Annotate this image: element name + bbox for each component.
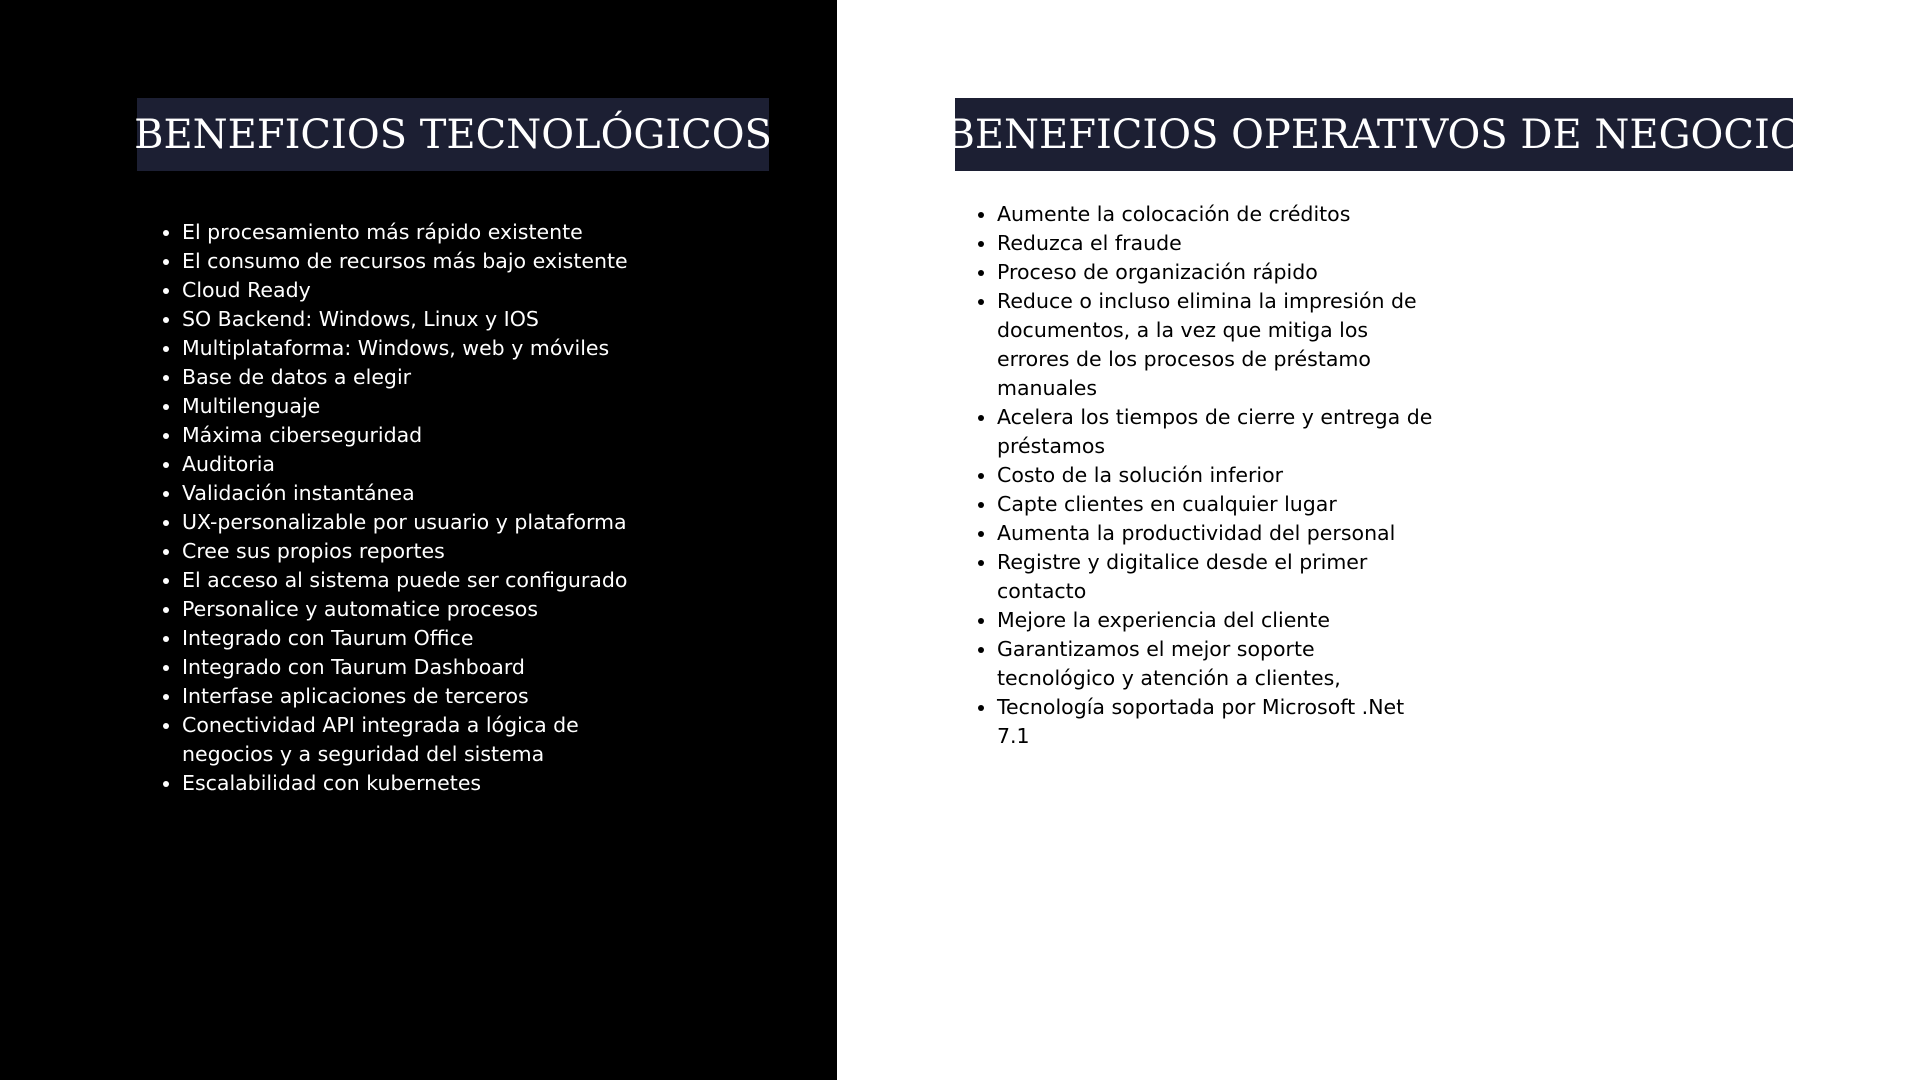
business-benefits-list — [953, 200, 1437, 751]
list-item: • UX-personalizable por usuario y plataforma — [182, 508, 654, 537]
list-item: • El procesamiento más rápido existente — [182, 218, 654, 247]
list-item: • Multiplataforma: Windows, web y móviles — [182, 334, 654, 363]
list-item: • Mejore la experiencia del cliente — [997, 606, 1437, 635]
list-item: • El acceso al sistema puede ser configurado — [182, 566, 654, 595]
list-item: • Proceso de organización rápido — [997, 258, 1437, 287]
tech-benefits-list — [138, 218, 654, 798]
list-item: • Reduce o incluso elimina la impresión de documentos, a la vez que mitiga los errores de los procesos de préstamo manuales — [997, 287, 1437, 403]
list-item: • Validación instantánea — [182, 479, 654, 508]
list-item: • Garantizamos el mejor soporte tecnológico y atención a clientes, — [997, 635, 1437, 693]
list-item: • El consumo de recursos más bajo existente — [182, 247, 654, 276]
list-item: • Base de datos a elegir — [182, 363, 654, 392]
list-item: • Tecnología soportada por Microsoft .Net 7.1 — [997, 693, 1437, 751]
list-item: • SO Backend: Windows, Linux y IOS — [182, 305, 654, 334]
list-item: • Reduzca el fraude — [997, 229, 1437, 258]
list-item: • Registre y digitalice desde el primer contacto — [997, 548, 1437, 606]
tech-benefits-title-text: BENEFICIOS TECNOLÓGICOS — [134, 111, 772, 158]
business-benefits-title — [945, 98, 1803, 171]
list-item: • Aumente la colocación de créditos — [997, 200, 1437, 229]
list-item: • Cloud Ready — [182, 276, 654, 305]
list-item: • Máxima ciberseguridad — [182, 421, 654, 450]
list-item: • Costo de la solución inferior — [997, 461, 1437, 490]
list-item: • Integrado con Taurum Office — [182, 624, 654, 653]
list-item: • Personalice y automatice procesos — [182, 595, 654, 624]
tech-benefits-title — [134, 98, 772, 171]
list-item: • Conectividad API integrada a lógica de negocios y a seguridad del sistema — [182, 711, 654, 769]
list-item: • Interfase aplicaciones de terceros — [182, 682, 654, 711]
list-item: • Auditoria — [182, 450, 654, 479]
list-item: • Acelera los tiempos de cierre y entrega de préstamos — [997, 403, 1437, 461]
list-item: • Cree sus propios reportes — [182, 537, 654, 566]
list-item: • Integrado con Taurum Dashboard — [182, 653, 654, 682]
list-item: • Aumenta la productividad del personal — [997, 519, 1437, 548]
list-item: • Multilenguaje — [182, 392, 654, 421]
list-item: • Capte clientes en cualquier lugar — [997, 490, 1437, 519]
list-item: • Escalabilidad con kubernetes — [182, 769, 654, 798]
business-benefits-title-text: BENEFICIOS OPERATIVOS DE NEGOCIO — [945, 111, 1803, 158]
